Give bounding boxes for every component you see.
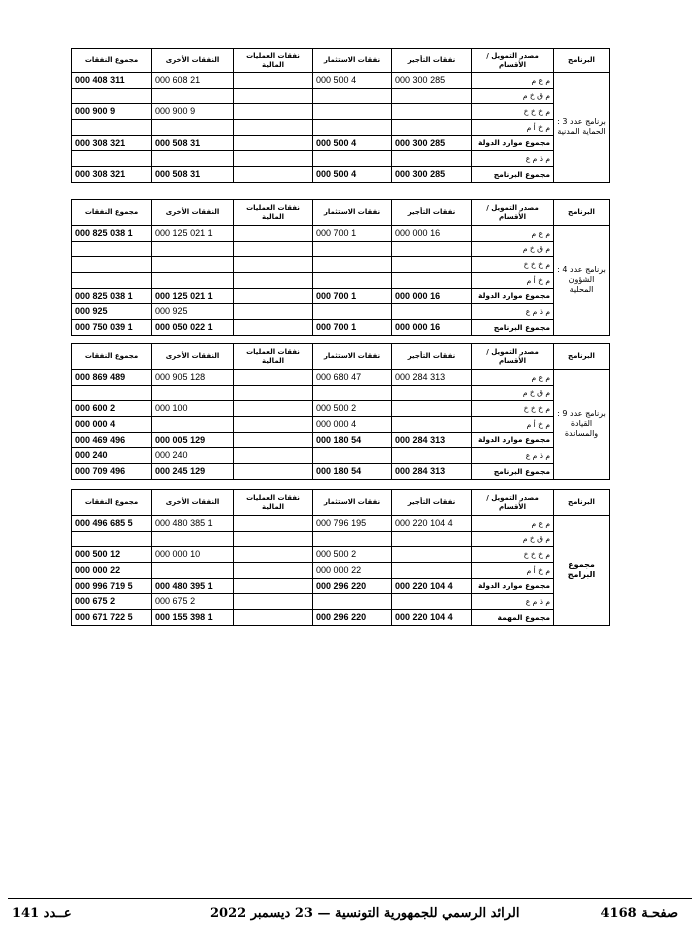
header-investment: نفقات الاستثمار — [313, 49, 392, 73]
cell-personnel: 285 300 000 — [392, 73, 472, 89]
table-header-row — [72, 490, 610, 516]
table-row — [72, 578, 610, 594]
table-row — [72, 563, 610, 579]
table-row — [72, 432, 610, 448]
footer-rule — [8, 898, 692, 899]
cell-financial — [234, 304, 313, 320]
budget-table — [71, 199, 610, 336]
header-program: البرنامج — [554, 344, 610, 370]
cell-financial — [234, 88, 313, 104]
cell-financial — [234, 320, 313, 336]
header-program: البرنامج — [554, 490, 610, 516]
cell-other — [152, 563, 234, 579]
cell-total: 496 709 000 — [72, 464, 152, 480]
table-row — [72, 135, 610, 151]
cell-total: 311 408 000 — [72, 73, 152, 89]
table-row — [72, 120, 610, 136]
header-total: مجموع النفقات — [72, 344, 152, 370]
cell-investment: 22 000 000 — [313, 563, 392, 579]
cell-investment: 2 500 000 — [313, 547, 392, 563]
table-row — [72, 304, 610, 320]
header-investment: نفقات الاستثمار — [313, 344, 392, 370]
cell-personnel — [392, 531, 472, 547]
cell-other: 1 385 480 000 — [152, 516, 234, 532]
cell-investment — [313, 241, 392, 257]
funding-source: م خ خ خ — [472, 401, 554, 417]
funding-source: م خ أ م — [472, 417, 554, 433]
cell-total — [72, 120, 152, 136]
funding-source: م ق خ م — [472, 241, 554, 257]
cell-total: 12 500 000 — [72, 547, 152, 563]
cell-investment: 195 796 000 — [313, 516, 392, 532]
header-other: النفقات الأخرى — [152, 200, 234, 226]
cell-personnel — [392, 257, 472, 273]
cell-investment: 4 000 000 — [313, 417, 392, 433]
cell-other: 31 508 000 — [152, 135, 234, 151]
cell-investment: 54 180 000 — [313, 432, 392, 448]
table-row — [72, 594, 610, 610]
header-personnel: نفقات التأجير — [392, 344, 472, 370]
cell-other: 129 005 000 — [152, 432, 234, 448]
cell-personnel — [392, 448, 472, 464]
cell-financial — [234, 531, 313, 547]
cell-personnel: 4 104 220 000 — [392, 516, 472, 532]
table-row — [72, 241, 610, 257]
cell-personnel — [392, 417, 472, 433]
cell-personnel — [392, 594, 472, 610]
cell-investment: 1 700 000 — [313, 288, 392, 304]
table-row — [72, 320, 610, 336]
cell-personnel — [392, 151, 472, 167]
cell-financial — [234, 464, 313, 480]
cell-financial — [234, 547, 313, 563]
cell-total: 1 038 825 000 — [72, 288, 152, 304]
funding-source: م ذ م ع — [472, 304, 554, 320]
cell-other — [152, 241, 234, 257]
cell-investment — [313, 120, 392, 136]
table-row — [72, 151, 610, 167]
header-other: النفقات الأخرى — [152, 490, 234, 516]
cell-other — [152, 273, 234, 289]
cell-investment: 1 700 000 — [313, 320, 392, 336]
funding-source: م ع م — [472, 226, 554, 242]
cell-investment — [313, 304, 392, 320]
cell-financial — [234, 241, 313, 257]
cell-other — [152, 417, 234, 433]
cell-other: 31 508 000 — [152, 167, 234, 183]
cell-total: 22 000 000 — [72, 563, 152, 579]
cell-investment: 54 180 000 — [313, 464, 392, 480]
cell-personnel: 4 104 220 000 — [392, 578, 472, 594]
cell-total: 5 722 671 000 — [72, 610, 152, 626]
table-row — [72, 273, 610, 289]
funding-source: م ذ م ع — [472, 151, 554, 167]
cell-other — [152, 88, 234, 104]
cell-personnel: 313 284 000 — [392, 464, 472, 480]
table-row — [72, 401, 610, 417]
cell-personnel: 16 000 000 — [392, 226, 472, 242]
header-other: النفقات الأخرى — [152, 49, 234, 73]
funding-source: م ذ م ع — [472, 448, 554, 464]
header-financial: نفقات العمليات المالية — [234, 344, 313, 370]
cell-total: 489 869 000 — [72, 370, 152, 386]
cell-other: 129 245 000 — [152, 464, 234, 480]
header-total: مجموع النفقات — [72, 490, 152, 516]
cell-financial — [234, 401, 313, 417]
table-header-row — [72, 49, 610, 73]
table-row — [72, 531, 610, 547]
cell-investment — [313, 594, 392, 610]
table-row — [72, 104, 610, 120]
table-row — [72, 88, 610, 104]
cell-financial — [234, 73, 313, 89]
header-total: مجموع النفقات — [72, 49, 152, 73]
funding-source: م خ خ خ — [472, 104, 554, 120]
cell-total: 5 685 496 000 — [72, 516, 152, 532]
cell-total: 1 038 825 000 — [72, 226, 152, 242]
cell-total: 2 600 000 — [72, 401, 152, 417]
cell-total: 1 039 750 000 — [72, 320, 152, 336]
cell-personnel — [392, 241, 472, 257]
table-row — [72, 464, 610, 480]
cell-personnel — [392, 563, 472, 579]
table-row — [72, 73, 610, 89]
cell-investment: 4 500 000 — [313, 135, 392, 151]
funding-source: م ع م — [472, 370, 554, 386]
header-investment: نفقات الاستثمار — [313, 200, 392, 226]
cell-total — [72, 151, 152, 167]
cell-financial — [234, 432, 313, 448]
cell-investment: 4 500 000 — [313, 73, 392, 89]
program-name: برنامج عدد 3 : الحماية المدنية — [554, 73, 610, 183]
cell-other: 9 900 000 — [152, 104, 234, 120]
budget-table — [71, 489, 610, 626]
funding-source: م ع م — [472, 73, 554, 89]
page-number: صفحـة 4168 — [600, 906, 678, 921]
header-program: البرنامج — [554, 49, 610, 73]
header-financial: نفقات العمليات المالية — [234, 490, 313, 516]
program-name: مجموع البرامج — [554, 516, 610, 626]
table-row — [72, 547, 610, 563]
cell-total — [72, 385, 152, 401]
cell-financial — [234, 273, 313, 289]
cell-investment — [313, 88, 392, 104]
funding-source: م خ خ خ — [472, 547, 554, 563]
cell-financial — [234, 385, 313, 401]
funding-source: م خ أ م — [472, 563, 554, 579]
program-name: برنامج عدد 9 : القيادة والمساندة — [554, 370, 610, 480]
funding-source: مجموع البرنامج — [472, 464, 554, 480]
cell-personnel — [392, 547, 472, 563]
cell-other: 1 022 050 000 — [152, 320, 234, 336]
header-investment: نفقات الاستثمار — [313, 490, 392, 516]
cell-financial — [234, 135, 313, 151]
cell-financial — [234, 417, 313, 433]
header-source: مصدر التمويل / الأقسام — [472, 344, 554, 370]
cell-other: 1 395 480 000 — [152, 578, 234, 594]
funding-source: م ع م — [472, 516, 554, 532]
header-personnel: نفقات التأجير — [392, 490, 472, 516]
cell-financial — [234, 370, 313, 386]
table-header-row — [72, 344, 610, 370]
cell-other — [152, 120, 234, 136]
header-personnel: نفقات التأجير — [392, 200, 472, 226]
cell-total: 240 000 — [72, 448, 152, 464]
cell-personnel — [392, 401, 472, 417]
cell-investment: 47 680 000 — [313, 370, 392, 386]
header-source: مصدر التمويل / الأقسام — [472, 490, 554, 516]
cell-total: 4 000 000 — [72, 417, 152, 433]
cell-total: 925 000 — [72, 304, 152, 320]
funding-source: مجموع موارد الدولة — [472, 288, 554, 304]
cell-personnel — [392, 120, 472, 136]
table-row — [72, 167, 610, 183]
table-row — [72, 288, 610, 304]
cell-other — [152, 531, 234, 547]
cell-personnel — [392, 104, 472, 120]
cell-other: 100 000 — [152, 401, 234, 417]
cell-financial — [234, 563, 313, 579]
cell-other: 2 675 000 — [152, 594, 234, 610]
table-row — [72, 610, 610, 626]
cell-other: 1 021 125 000 — [152, 288, 234, 304]
cell-investment — [313, 257, 392, 273]
header-financial: نفقات العمليات المالية — [234, 49, 313, 73]
budget-table — [71, 48, 610, 183]
header-financial: نفقات العمليات المالية — [234, 200, 313, 226]
funding-source: مجموع موارد الدولة — [472, 432, 554, 448]
cell-investment — [313, 385, 392, 401]
table-row — [72, 516, 610, 532]
cell-total: 496 469 000 — [72, 432, 152, 448]
cell-financial — [234, 257, 313, 273]
funding-source: مجموع موارد الدولة — [472, 135, 554, 151]
cell-total: 321 308 000 — [72, 167, 152, 183]
funding-source: مجموع موارد الدولة — [472, 578, 554, 594]
funding-source: مجموع البرنامج — [472, 320, 554, 336]
issue-number: عــدد 141 — [12, 906, 72, 921]
cell-financial — [234, 578, 313, 594]
cell-total — [72, 257, 152, 273]
header-program: البرنامج — [554, 200, 610, 226]
table-row — [72, 226, 610, 242]
cell-personnel: 16 000 000 — [392, 288, 472, 304]
header-total: مجموع النفقات — [72, 200, 152, 226]
cell-total — [72, 241, 152, 257]
cell-other — [152, 385, 234, 401]
header-other: النفقات الأخرى — [152, 344, 234, 370]
cell-investment — [313, 531, 392, 547]
cell-other — [152, 257, 234, 273]
cell-financial — [234, 594, 313, 610]
cell-financial — [234, 610, 313, 626]
cell-other: 21 608 000 — [152, 73, 234, 89]
funding-source: م خ أ م — [472, 273, 554, 289]
cell-investment — [313, 104, 392, 120]
journal-title: الرائد الرسمي للجمهورية التونسية — 23 ديسمبر 2022 — [210, 906, 520, 921]
cell-financial — [234, 167, 313, 183]
cell-personnel: 285 300 000 — [392, 135, 472, 151]
cell-personnel — [392, 385, 472, 401]
cell-financial — [234, 120, 313, 136]
cell-other: 240 000 — [152, 448, 234, 464]
cell-financial — [234, 226, 313, 242]
cell-personnel — [392, 273, 472, 289]
table-row — [72, 385, 610, 401]
funding-source: مجموع المهمة — [472, 610, 554, 626]
cell-total: 2 675 000 — [72, 594, 152, 610]
cell-personnel: 285 300 000 — [392, 167, 472, 183]
cell-total: 321 308 000 — [72, 135, 152, 151]
table-row — [72, 448, 610, 464]
cell-personnel: 313 284 000 — [392, 432, 472, 448]
cell-financial — [234, 151, 313, 167]
cell-personnel — [392, 304, 472, 320]
cell-investment — [313, 151, 392, 167]
cell-total: 9 900 000 — [72, 104, 152, 120]
cell-investment: 2 500 000 — [313, 401, 392, 417]
cell-other: 10 000 000 — [152, 547, 234, 563]
cell-investment — [313, 448, 392, 464]
cell-personnel: 313 284 000 — [392, 370, 472, 386]
program-name: برنامج عدد 4 : الشؤون المحلية — [554, 226, 610, 336]
budget-table — [71, 343, 610, 480]
cell-total — [72, 88, 152, 104]
table-row — [72, 417, 610, 433]
header-source: مصدر التمويل / الأقسام — [472, 200, 554, 226]
cell-personnel: 4 104 220 000 — [392, 610, 472, 626]
cell-other — [152, 151, 234, 167]
cell-total — [72, 531, 152, 547]
funding-source: مجموع البرنامج — [472, 167, 554, 183]
cell-investment: 220 296 000 — [313, 578, 392, 594]
header-personnel: نفقات التأجير — [392, 49, 472, 73]
table-header-row — [72, 200, 610, 226]
cell-other: 1 021 125 000 — [152, 226, 234, 242]
funding-source: م ق خ م — [472, 531, 554, 547]
cell-investment: 220 296 000 — [313, 610, 392, 626]
funding-source: م خ خ خ — [472, 257, 554, 273]
cell-total — [72, 273, 152, 289]
cell-other: 1 398 155 000 — [152, 610, 234, 626]
table-row — [72, 370, 610, 386]
cell-financial — [234, 104, 313, 120]
cell-investment — [313, 273, 392, 289]
funding-source: م ذ م ع — [472, 594, 554, 610]
cell-financial — [234, 288, 313, 304]
funding-source: م ق خ م — [472, 385, 554, 401]
cell-other: 128 905 000 — [152, 370, 234, 386]
cell-investment: 1 700 000 — [313, 226, 392, 242]
cell-financial — [234, 516, 313, 532]
cell-total: 5 719 996 000 — [72, 578, 152, 594]
header-source: مصدر التمويل / الأقسام — [472, 49, 554, 73]
cell-investment: 4 500 000 — [313, 167, 392, 183]
funding-source: م خ أ م — [472, 120, 554, 136]
cell-personnel: 16 000 000 — [392, 320, 472, 336]
cell-financial — [234, 448, 313, 464]
cell-personnel — [392, 88, 472, 104]
cell-other: 925 000 — [152, 304, 234, 320]
funding-source: م ق خ م — [472, 88, 554, 104]
table-row — [72, 257, 610, 273]
